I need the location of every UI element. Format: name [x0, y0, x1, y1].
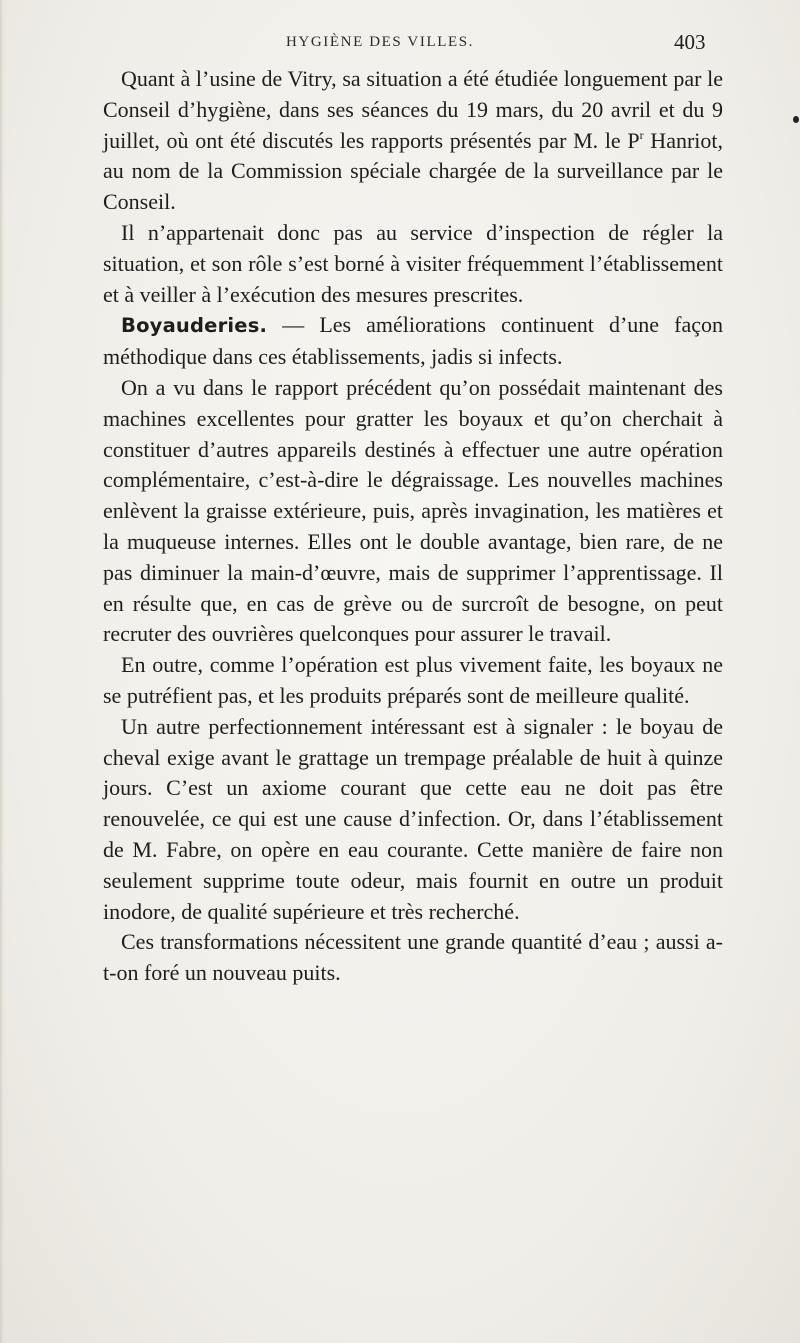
paragraph-text: Ces transformations nécessitent une grande quantité d’eau ; aussi a-t-on foré un nouveau puits. — [103, 929, 723, 986]
paragraph-text: En outre, comme l’opération est plus vivement faite, les boyaux ne se putréfient pas, et les produits préparés sont de meilleure qualité. — [103, 652, 723, 708]
paragraph-operation — [103, 650, 723, 712]
paragraph-text: — Les améliorations continuent d’une façon méthodique dans ces établissements, jadis si infects. — [103, 312, 723, 370]
paragraph-text: Un autre perfectionnement intéressant est à signaler : le boyau de cheval exige avant le grattage un trempage préalable de huit à quinze jours. C’est un axiome courant que cette eau ne doit pas être renouvelée, ce qui est une cause d’infection. Or, dans l’établissement de M. Fabre, on opère en eau courante. Cette manière de faire non seulement supprime toute odeur, mais fournit en outre un produit inodore, de qualité supérieure et très recherché. — [103, 713, 723, 924]
body-text — [103, 64, 723, 989]
paragraph-vitry — [103, 64, 723, 218]
paragraph-boyauderies — [103, 310, 723, 373]
paragraph-text: Il n’appartenait donc pas au service d’inspection de régler la situation, et son rôle s’est borné à visiter fréquemment l’établissement et à veiller à l’exécution des mesures prescrites. — [103, 219, 723, 307]
paragraph-transformations — [103, 927, 723, 989]
page-number: 403 — [674, 30, 706, 54]
section-heading: Boyauderies. — [121, 314, 268, 338]
running-title: HYGIÈNE DES VILLES. — [286, 34, 475, 50]
margin-mark — [793, 116, 799, 123]
paragraph-text: Quant à l’usine de Vitry, sa situation a été étudiée longuement par le Conseil d’hygiène, dans ses séances du 19 mars, du 20 avril et du 9 juillet, où ont été discutés les rapports présentés par M. le P — [103, 66, 723, 153]
page-spine-shadow — [0, 0, 4, 1343]
superscript-r: r — [639, 127, 644, 142]
paragraph-machines — [103, 373, 723, 650]
paragraph-perfectionnement — [103, 712, 723, 928]
paragraph-text-continued: Hanriot, au nom de la Commission spéciale chargée de la surveillance par le Conseil. — [103, 127, 724, 215]
paragraph-inspection — [103, 218, 723, 310]
paragraph-text: On a vu dans le rapport précédent qu’on possédait maintenant des machines excellentes pour gratter les boyaux et qu’on cherchait à constituer d’autres appareils destinés à effectuer une autre opération complémentaire, c’est-à-dire le dégraissage. Les nouvelles machines enlèvent la graisse extérieure, puis, après invagination, les matières et la muqueuse internes. Elles ont le double avantage, bien rare, de ne pas diminuer la main-d’œuvre, mais de supprimer l’apprentissage. Il en résulte que, en cas de grève ou de surcroît de besogne, on peut recruter des ouvrières quelconques pour assurer le travail. — [103, 374, 723, 647]
